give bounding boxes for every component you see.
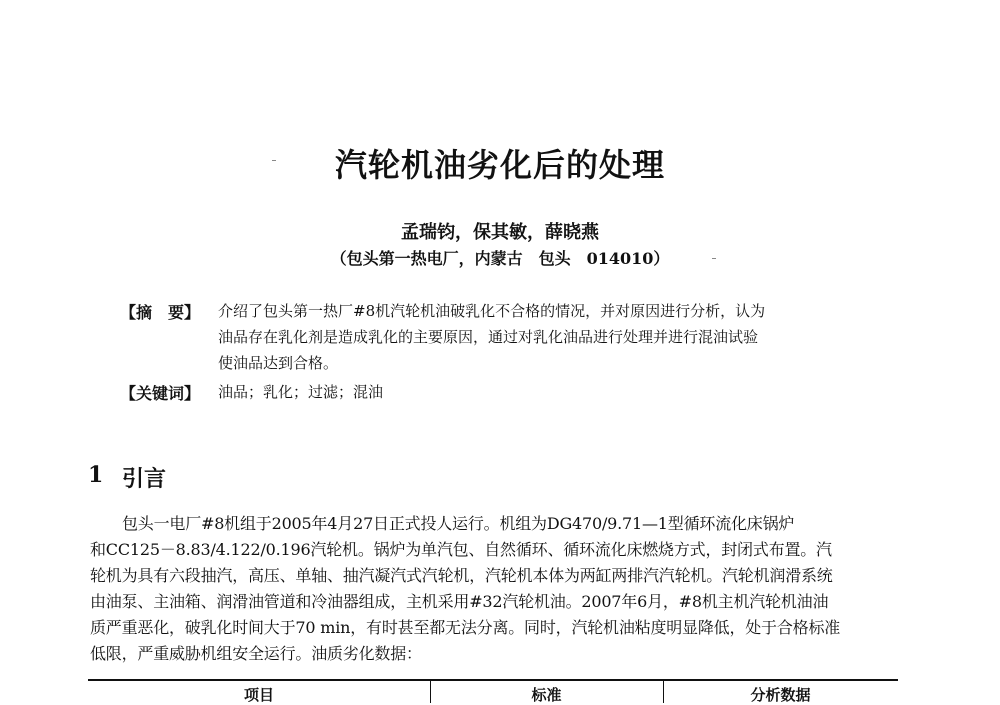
table-header-item: 项目 [243,686,274,704]
table-header-analysis: 分析数据 [750,686,811,704]
table-header-standard: 标准 [531,686,562,704]
abstract-line: 油品存在乳化剂是造成乳化的主要原因，通过对乳化油品进行处理并进行混油试验 [218,328,759,346]
keywords-label: 【关键词】 [120,384,201,403]
table-top-rule [88,679,898,681]
body-line: 由油泵、主油箱、润滑油管道和冷油器组成，主机采用#32汽轮机油。2007年6月，#8机主机汽轮机油油 [90,592,829,611]
body-line: 包头一电厂#8机组于2005年4月27日正式投人运行。机组为DG470/9.71—1型循环流化床锅炉 [122,514,795,533]
body-line: 和CC125－8.83/4.122/0.196汽轮机。锅炉为单汽包、自然循环、循环流化床燃烧方式，封闭式布置。汽 [90,540,832,559]
keywords-text: 油品；乳化；过滤；混油 [218,383,384,401]
paper-title: 汽轮机油劣化后的处理 [334,146,665,184]
paper-authors: 孟瑞钧，保其敏，薛晓燕 [401,222,599,243]
body-line: 轮机为具有六段抽汽，高压、单轴、抽汽凝汽式汽轮机，汽轮机本体为两缸两排汽汽轮机。汽轮机润滑系统 [90,566,833,585]
section-title: 引言 [122,466,167,492]
section-number: 1 [88,462,104,488]
abstract-line: 使油品达到合格。 [218,354,339,372]
paper-affiliation: （包头第一热电厂，内蒙古 包头 014010） [330,249,670,268]
abstract-line: 介绍了包头第一热厂#8机汽轮机油破乳化不合格的情况，并对原因进行分析，认为 [218,302,766,320]
abstract-label: 【摘 要】 [120,303,201,322]
body-line: 质严重恶化，破乳化时间大于70 min，有时甚至都无法分离。同时，汽轮机油粘度明显降低，处于合格标准 [90,618,841,637]
body-line: 低限，严重威胁机组安全运行。油质劣化数据： [90,644,422,663]
